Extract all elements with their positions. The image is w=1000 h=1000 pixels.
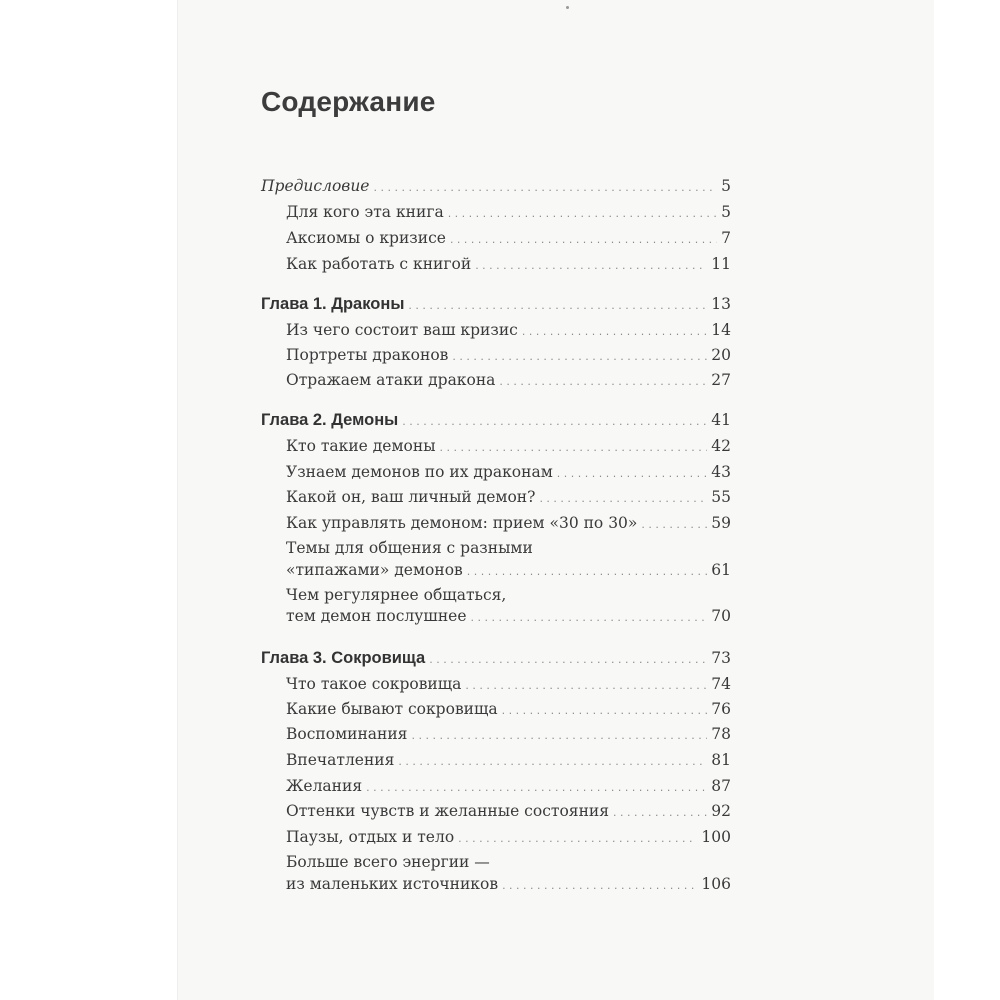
toc-entry[interactable]	[286, 748, 731, 774]
toc-label: Как работать с книгой	[286, 255, 472, 273]
toc-chapter-2[interactable]	[261, 408, 731, 434]
toc-label: «типажами» демонов	[286, 561, 463, 579]
toc-label: Портреты драконов	[286, 346, 449, 364]
leader-dots	[499, 370, 707, 394]
toc-page-number: 55	[711, 488, 731, 506]
leader-dots	[502, 699, 708, 723]
toc-entry[interactable]	[286, 774, 731, 800]
toc-chapter-label: Глава 3. Сокровища	[261, 649, 426, 667]
toc-chapter-1[interactable]	[261, 292, 731, 318]
leader-dots	[458, 827, 697, 851]
toc-page-number: 14	[711, 321, 731, 339]
toc-label: Отражаем атаки дракона	[286, 371, 496, 389]
leader-dots	[411, 724, 707, 748]
leader-dots	[448, 202, 717, 226]
toc-entry[interactable]	[286, 252, 731, 278]
toc-chapter-label: Глава 1. Драконы	[261, 295, 405, 313]
leader-dots	[613, 801, 707, 825]
toc-entry[interactable]	[286, 872, 731, 898]
toc-entry-first-line: Темы для общения с разными	[286, 539, 533, 557]
toc-entry-first-line: Больше всего энергии —	[286, 853, 490, 871]
leader-dots	[408, 294, 707, 318]
toc-entry[interactable]	[286, 318, 731, 344]
leader-dots	[440, 436, 708, 460]
toc-page-number: 81	[711, 751, 731, 769]
toc-label: Оттенки чувств и желанные состояния	[286, 802, 610, 820]
toc-entry-preface[interactable]	[261, 174, 731, 200]
leader-dots	[402, 410, 707, 434]
toc-page-number: 42	[711, 437, 731, 455]
toc-label: Паузы, отдых и тело	[286, 828, 455, 846]
toc-chapter-label: Глава 2. Демоны	[261, 411, 399, 429]
toc-page-number: 5	[721, 177, 731, 195]
toc-entry[interactable]	[286, 697, 731, 723]
toc-page-number: 73	[711, 649, 731, 667]
toc-entry[interactable]	[286, 434, 731, 460]
toc-page-number: 61	[711, 561, 731, 579]
toc-entry[interactable]	[286, 460, 731, 486]
leader-dots	[471, 606, 708, 630]
toc-label: из маленьких источников	[286, 875, 499, 893]
toc-entry[interactable]	[286, 368, 731, 394]
toc-label: Что такое сокровища	[286, 675, 462, 693]
leader-dots	[429, 648, 707, 672]
toc-page-number: 59	[711, 514, 731, 532]
toc-label: Узнаем демонов по их драконам	[286, 463, 553, 481]
leader-dots	[452, 345, 707, 369]
toc-label: Предисловие	[261, 177, 370, 195]
toc-page-number: 70	[711, 607, 731, 625]
toc-page-number: 41	[711, 411, 731, 429]
toc-label: Впечатления	[286, 751, 395, 769]
toc-page-number: 20	[711, 346, 731, 364]
toc-page-number: 92	[711, 802, 731, 820]
toc-page-number: 74	[711, 675, 731, 693]
leader-dots	[467, 560, 708, 584]
toc-page-number: 5	[721, 203, 731, 221]
toc-entry[interactable]	[286, 511, 731, 537]
leader-dots	[539, 487, 707, 511]
toc-label: Какой он, ваш личный демон?	[286, 488, 536, 506]
toc-label: Какие бывают сокровища	[286, 700, 498, 718]
page-title: Содержание	[261, 86, 436, 117]
toc-page-number: 27	[711, 371, 731, 389]
toc-entry[interactable]	[286, 604, 731, 630]
toc-label: тем демон послушнее	[286, 607, 467, 625]
leader-dots	[522, 320, 707, 344]
toc-entry[interactable]	[286, 672, 731, 698]
toc-entry[interactable]	[286, 558, 731, 584]
toc-label: Для кого эта книга	[286, 203, 444, 221]
toc-entry[interactable]	[286, 485, 731, 511]
toc-entry[interactable]	[286, 825, 731, 851]
toc-label: Из чего состоит ваш кризис	[286, 321, 518, 339]
toc-label: Кто такие демоны	[286, 437, 436, 455]
toc-entry[interactable]	[286, 722, 731, 748]
toc-entry[interactable]	[286, 226, 731, 252]
toc-entry-first-line: Чем регулярнее общаться,	[286, 586, 507, 604]
leader-dots	[641, 513, 707, 537]
toc-entry[interactable]	[286, 343, 731, 369]
leader-dots	[366, 776, 707, 800]
toc-page-number: 13	[711, 295, 731, 313]
toc-entry[interactable]	[286, 799, 731, 825]
toc-label: Как управлять демоном: прием «30 по 30»	[286, 514, 638, 532]
leader-dots	[398, 750, 707, 774]
toc-label: Аксиомы о кризисе	[286, 229, 446, 247]
leader-dots	[450, 228, 717, 252]
toc-page-number: 7	[721, 229, 731, 247]
leader-dots	[557, 462, 708, 486]
toc-chapter-3[interactable]	[261, 646, 731, 672]
toc-page-number: 43	[711, 463, 731, 481]
leader-dots	[373, 176, 717, 200]
toc-page-number: 76	[711, 700, 731, 718]
toc-page-number: 100	[701, 828, 731, 846]
toc-page-number: 87	[711, 777, 731, 795]
toc-entry[interactable]	[286, 200, 731, 226]
toc-label: Воспоминания	[286, 725, 408, 743]
toc-label: Желания	[286, 777, 363, 795]
toc-page-number: 78	[711, 725, 731, 743]
leader-dots	[475, 254, 707, 278]
toc-page-number: 11	[711, 255, 731, 273]
leader-dots	[502, 874, 697, 898]
toc-page-number: 106	[701, 875, 731, 893]
leader-dots	[465, 674, 707, 698]
